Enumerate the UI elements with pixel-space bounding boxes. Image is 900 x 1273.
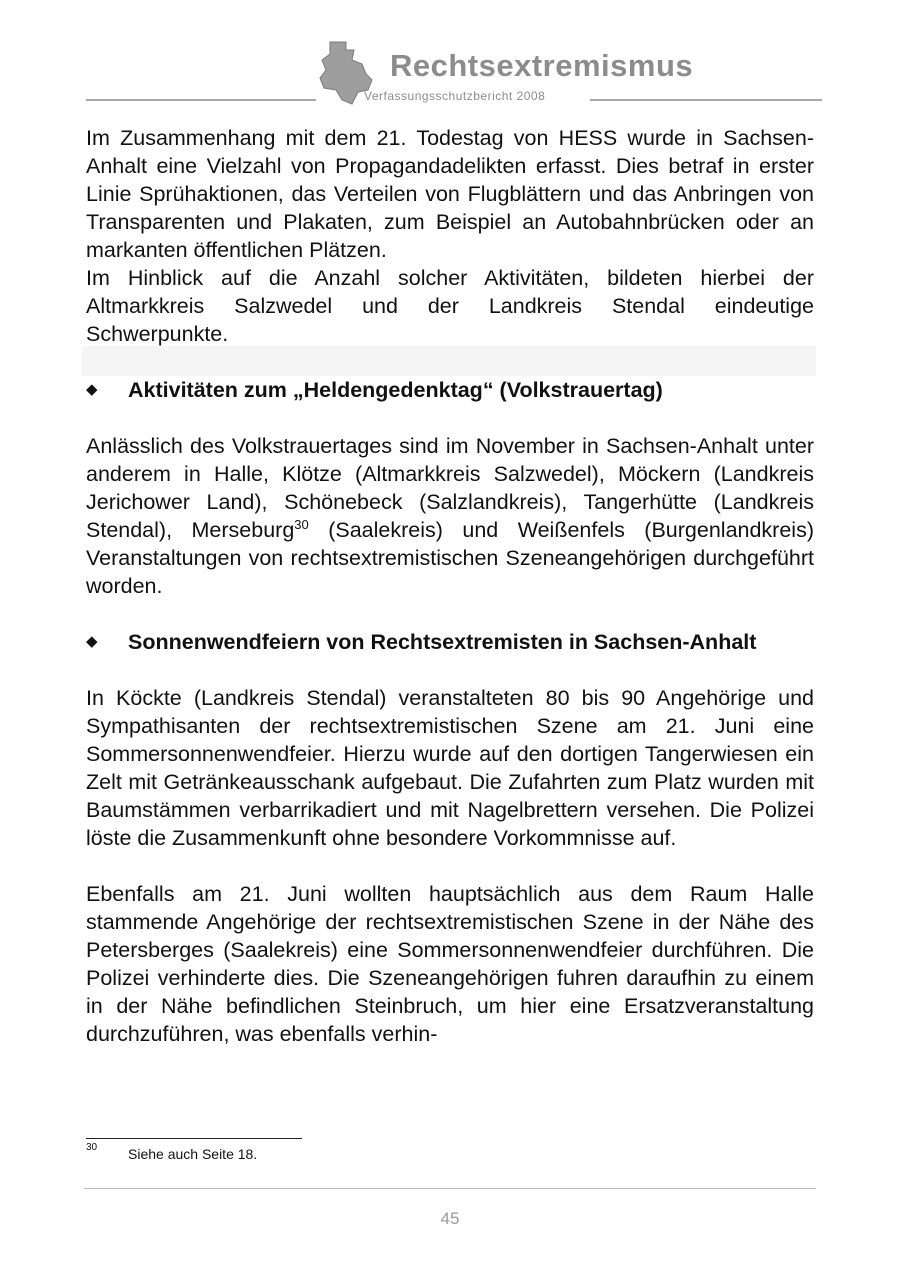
- page-header: [0, 0, 900, 110]
- footnote-rule: [86, 1138, 302, 1139]
- paragraph-text: Anlässlich des Volkstrauertages sind im November in Sachsen-Anhalt unter anderem in Halle, Klötze (Altmarkkreis Salzwedel), Möckern (Landkreis Jerichower Land), Schönebeck (Salzlandkreis), Tangerhütte (Landkreis Stendal), Merseburg: [86, 434, 814, 542]
- footer-rule: [84, 1188, 816, 1189]
- header-rule-right: [590, 99, 822, 101]
- footnote-reference[interactable]: 30: [294, 516, 309, 532]
- footnote-number: 30: [86, 1142, 98, 1153]
- paragraph-petersberg: Ebenfalls am 21. Juni wollten hauptsächlich aus dem Raum Halle stammende Angehörige der rechtsextremistischen Szene in der Nähe des Petersberges (Saalekreis) eine Sommersonnenwendfeier durchführen. Die Polizei verhinderte dies. Die Szeneangehörigen fuhren daraufhin zu einem in der Nähe befindlichen Steinbruch, um hier eine Ersatzveranstaltung durchzuführen, was ebenfalls verhin-: [86, 882, 814, 1046]
- bullet-icon: ◆: [86, 633, 98, 650]
- paragraph-koeckte: In Köckte (Landkreis Stendal) veranstalteten 80 bis 90 Angehörige und Sympathisanten der rechtsextremistischen Szene am 21. Juni eine Sommersonnenwendfeier. Hierzu wurde auf den dortigen Tangerwiesen ein Zelt mit Getränkeausschank aufgebaut. Die Zufahrten zum Platz wurden mit Baumstämmen verbarrikadiert und mit Nagelbrettern versehen. Die Polizei löste die Zusammenkunft ohne besondere Vorkommnisse auf.: [86, 686, 814, 850]
- footnote-text: Siehe auch Seite 18.: [128, 1146, 258, 1162]
- paragraph-text: (Saalekreis) und Weißenfels (Burgenlandkreis) Veranstaltungen von rechtsextremistischen Szeneangehörigen durchgeführt worden.: [86, 518, 814, 598]
- header-title: Rechtsextremismus: [390, 48, 694, 83]
- bullet-icon: ◆: [86, 381, 98, 398]
- header-subtitle: Verfassungsschutzbericht 2008: [364, 89, 546, 103]
- page-body: [86, 124, 814, 1048]
- paragraph-schwerpunkte: Im Hinblick auf die Anzahl solcher Aktivitäten, bildeten hierbei der Altmarkkreis Salzwedel und der Landkreis Stendal eindeutige Schwerpunkte.: [86, 266, 814, 346]
- paragraph-volkstrauertag: [86, 432, 814, 600]
- heading-text: Sonnenwendfeiern von Rechtsextremisten in Sachsen-Anhalt: [128, 630, 757, 654]
- page-number: 45: [440, 1209, 460, 1228]
- section-heading-sonnenwendfeiern: [86, 628, 814, 656]
- section-heading-heldengedenktag: [86, 376, 814, 404]
- header-rule-left: [86, 99, 316, 101]
- paragraph-hess: Im Zusammenhang mit dem 21. Todestag von HESS wurde in Sachsen-Anhalt eine Vielzahl von Propagandadelikten erfasst. Dies betraf in erster Linie Sprühaktionen, das Verteilen von Flugblättern und das Anbringen von Transparenten und Plakaten, zum Beispiel an Autobahnbrücken oder an markanten öffentlichen Plätzen.: [86, 126, 814, 262]
- heading-text: Aktivitäten zum „Heldengedenktag“ (Volkstrauertag): [128, 378, 663, 402]
